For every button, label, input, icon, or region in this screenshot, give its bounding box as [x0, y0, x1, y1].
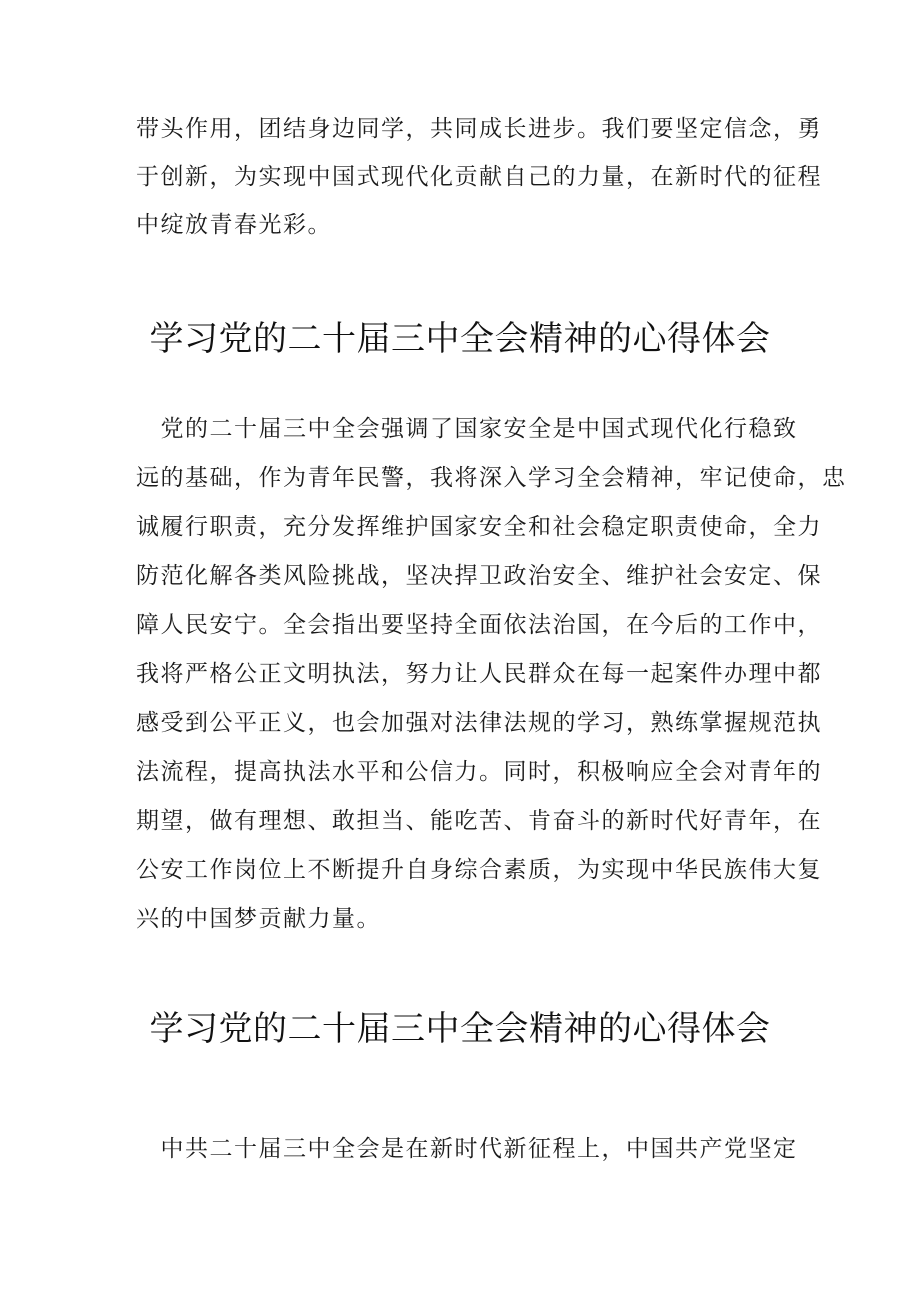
section-heading: 学习党的二十届三中全会精神的心得体会 — [149, 1009, 771, 1049]
paragraph-line: 公安工作岗位上不断提升自身综合素质，为实现中华民族伟大复 — [136, 857, 822, 883]
paragraph-line: 于创新，为实现中国式现代化贡献自己的力量，在新时代的征程 — [136, 164, 822, 190]
paragraph-line: 障人民安宁。全会指出要坚持全面依法治国，在今后的工作中， — [136, 612, 822, 638]
paragraph-line: 中绽放青春光彩。 — [136, 212, 332, 238]
paragraph-line: 防范化解各类风险挑战，坚决捍卫政治安全、维护社会安定、保 — [136, 563, 822, 589]
section-heading: 学习党的二十届三中全会精神的心得体会 — [149, 319, 771, 359]
paragraph-line: 诚履行职责，充分发挥维护国家安全和社会稳定职责使命，全力 — [136, 514, 822, 540]
paragraph-line: 法流程，提高执法水平和公信力。同时，积极响应全会对青年的 — [136, 759, 822, 785]
paragraph-line: 期望，做有理想、敢担当、能吃苦、肯奋斗的新时代好青年，在 — [136, 808, 822, 834]
paragraph-line: 感受到公平正义，也会加强对法律法规的学习，熟练掌握规范执 — [136, 710, 822, 736]
paragraph-line: 带头作用，团结身边同学，共同成长进步。我们要坚定信念，勇 — [136, 116, 822, 142]
paragraph-line: 我将严格公正文明执法，努力让人民群众在每一起案件办理中都 — [136, 661, 822, 687]
paragraph-line: 远的基础，作为青年民警，我将深入学习全会精神，牢记使命，忠 — [136, 465, 847, 491]
paragraph-line: 中共二十届三中全会是在新时代新征程上，中国共产党坚定 — [136, 1136, 798, 1162]
paragraph-line: 兴的中国梦贡献力量。 — [136, 906, 381, 932]
paragraph-line: 党的二十届三中全会强调了国家安全是中国式现代化行稳致 — [136, 416, 798, 442]
